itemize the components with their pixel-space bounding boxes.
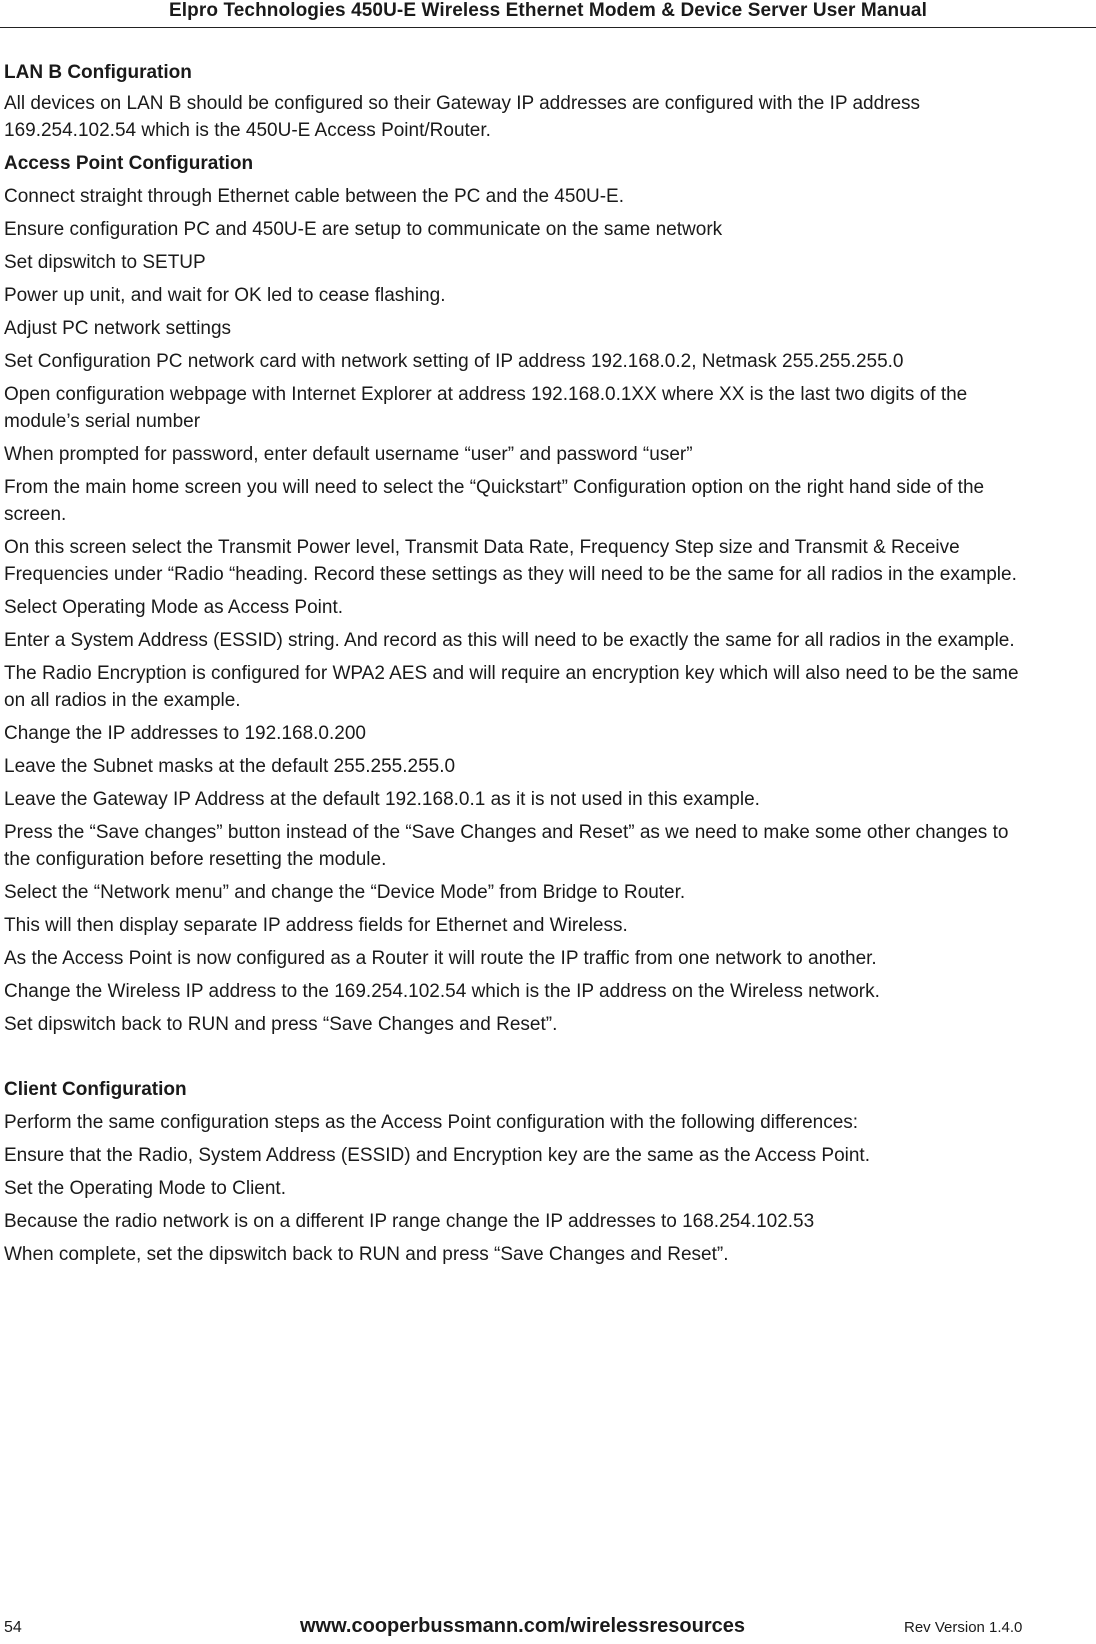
paragraph-line: Power up unit, and wait for OK led to cease flashing. <box>4 285 446 306</box>
paragraph-line: Set the Operating Mode to Client. <box>4 1178 286 1199</box>
page-header <box>0 0 1096 28</box>
paragraph-line: Set dipswitch back to RUN and press “Save Changes and Reset”. <box>4 1014 558 1035</box>
paragraph-line: Select Operating Mode as Access Point. <box>4 597 344 618</box>
page-number: 54 <box>4 1619 22 1636</box>
revision-label: Rev Version 1.4.0 <box>904 1619 1023 1636</box>
paragraph-line: Leave the Subnet masks at the default 255.255.255.0 <box>4 756 456 777</box>
paragraph-line: The Radio Encryption is configured for WPA2 AES and will require an encryption key which will also need to be the same <box>4 663 1019 684</box>
paragraph-line: Open configuration webpage with Internet Explorer at address 192.168.0.1XX where XX is the last two digits of the <box>4 384 968 405</box>
paragraph-line: As the Access Point is now configured as a Router it will route the IP traffic from one network to another. <box>4 948 877 969</box>
header-title: Elpro Technologies 450U-E Wireless Ethernet Modem & Device Server User Manual <box>169 0 927 21</box>
paragraph-line: the configuration before resetting the module. <box>4 849 387 870</box>
paragraph-line: 169.254.102.54 which is the 450U-E Access Point/Router. <box>4 120 491 141</box>
paragraph-line: Press the “Save changes” button instead of the “Save Changes and Reset” as we need to make some other changes to <box>4 822 1009 843</box>
paragraph-line: When prompted for password, enter default username “user” and password “user” <box>4 444 693 465</box>
access-point-heading: Access Point Configuration <box>4 153 254 174</box>
paragraph-line: Frequencies under “Radio “heading. Record these settings as they will need to be the same for all radios in the example. <box>4 564 1017 585</box>
paragraph-line: module’s serial number <box>4 411 201 432</box>
paragraph-line: Change the Wireless IP address to the 169.254.102.54 which is the IP address on the Wireless network. <box>4 981 880 1002</box>
paragraph-line: Connect straight through Ethernet cable between the PC and the 450U-E. <box>4 186 625 207</box>
paragraph-line: On this screen select the Transmit Power level, Transmit Data Rate, Frequency Step size and Transmit & Receive <box>4 537 960 558</box>
paragraph-line: When complete, set the dipswitch back to RUN and press “Save Changes and Reset”. <box>4 1244 729 1265</box>
paragraph-line: on all radios in the example. <box>4 690 241 711</box>
lan-b-heading: LAN B Configuration <box>4 62 192 83</box>
paragraph-line: screen. <box>4 504 67 525</box>
paragraph-line: From the main home screen you will need to select the “Quickstart” Configuration option on the right hand side of the <box>4 477 985 498</box>
page-footer <box>0 1617 1096 1639</box>
paragraph-line: Select the “Network menu” and change the “Device Mode” from Bridge to Router. <box>4 882 686 903</box>
paragraph-line: Enter a System Address (ESSID) string. And record as this will need to be exactly the same for all radios in the example. <box>4 630 1015 651</box>
paragraph-line: Perform the same configuration steps as the Access Point configuration with the following differences: <box>4 1112 859 1133</box>
paragraph-line: All devices on LAN B should be configured so their Gateway IP addresses are configured with the IP address <box>4 93 921 114</box>
paragraph-line: Change the IP addresses to 192.168.0.200 <box>4 723 366 744</box>
footer-url-link[interactable]: www.cooperbussmann.com/wirelessresources <box>300 1615 745 1637</box>
paragraph-line: Because the radio network is on a different IP range change the IP addresses to 168.254.102.53 <box>4 1211 815 1232</box>
client-heading: Client Configuration <box>4 1079 187 1100</box>
paragraph-line: Set Configuration PC network card with network setting of IP address 192.168.0.2, Netmask 255.255.255.0 <box>4 351 904 372</box>
paragraph-line: Ensure that the Radio, System Address (ESSID) and Encryption key are the same as the Access Point. <box>4 1145 870 1166</box>
paragraph-line: Adjust PC network settings <box>4 318 232 339</box>
paragraph-line: Set dipswitch to SETUP <box>4 252 206 273</box>
paragraph-line: Leave the Gateway IP Address at the default 192.168.0.1 as it is not used in this example. <box>4 789 760 810</box>
paragraph-line: Ensure configuration PC and 450U-E are setup to communicate on the same network <box>4 219 723 240</box>
paragraph-line: This will then display separate IP address fields for Ethernet and Wireless. <box>4 915 628 936</box>
